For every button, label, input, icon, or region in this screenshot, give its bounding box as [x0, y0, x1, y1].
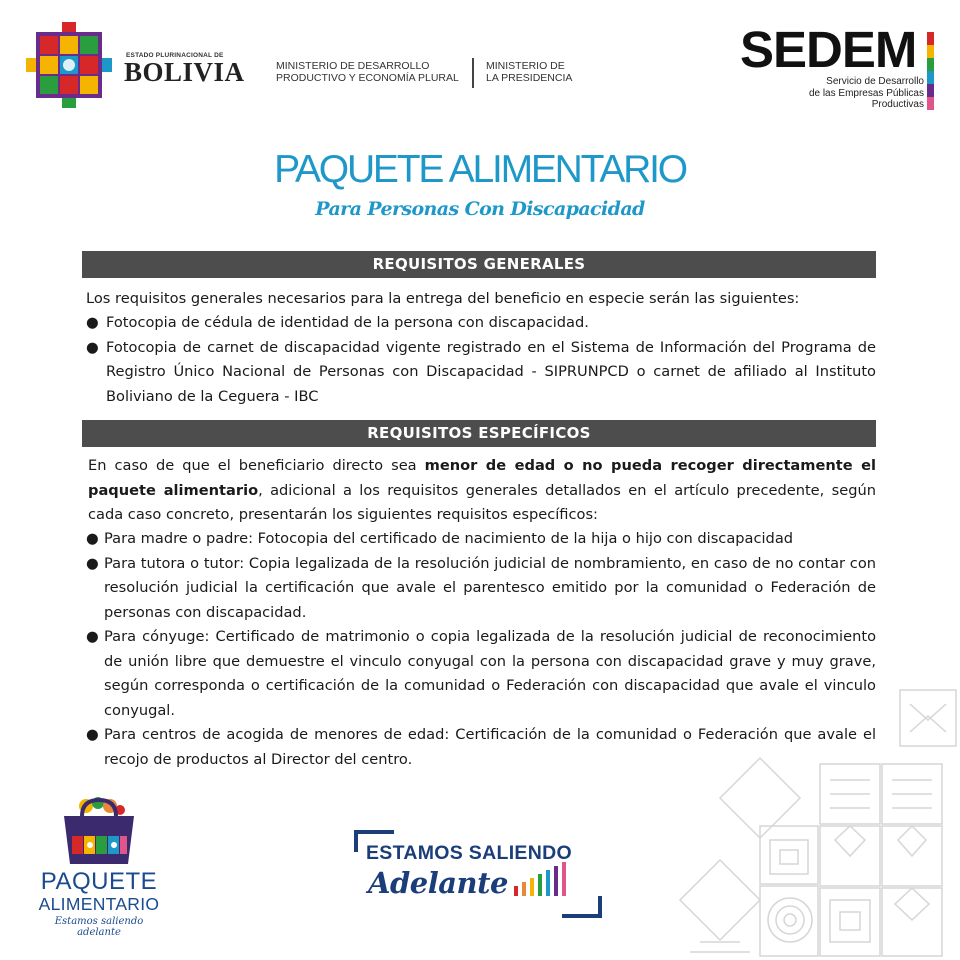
bullet-icon: ● — [86, 338, 99, 356]
bullet-icon: ● — [86, 628, 99, 645]
bullet-icon: ● — [86, 726, 99, 743]
page-title: PAQUETE ALIMENTARIO — [274, 148, 686, 191]
paquete-logo-line2: ALIMENTARIO — [38, 894, 160, 914]
list-item-text: Para madre o padre: Fotocopia del certificado de nacimiento de la hija o hijo con discapacidad — [104, 530, 794, 547]
paquete-logo-tagline: Estamos saliendo adelante — [54, 916, 144, 938]
ministerio-presidencia-label: MINISTERIO DE LA PRESIDENCIA — [486, 60, 573, 84]
bullet-icon: ● — [86, 554, 99, 572]
paquete-logo-line1: PAQUETE — [40, 868, 158, 895]
list-item-text: Para cónyuge: Certificado de matrimonio o copia legalizada de la resolución judicial de reconocimiento de unión libre que demuestre el vinculo conyugal con la persona con discapacidad grave y muy grave, según corresponda o certificación de la comunidad o Federación con discapacidad que avale el vinculo conyugal. — [104, 628, 876, 719]
header-divider — [472, 58, 474, 88]
page-subtitle: Para Personas Con Discapacidad — [315, 198, 645, 220]
estamos-saliendo-adelante-logo — [354, 828, 604, 920]
list-item — [86, 552, 876, 626]
list-item — [86, 336, 876, 410]
especificos-intro: En caso de que el beneficiario directo sea menor de edad o no pueda recoger directamente el paquete alimentario, adicional a los requisitos generales detallados en el artículo precedente, según cada caso concreto, presentarán los siguientes requisitos específicos: — [88, 457, 876, 523]
slogan-line2: Adelante — [368, 866, 508, 900]
generales-list — [86, 311, 876, 409]
sedem-logo-text: SEDEM — [740, 21, 917, 78]
list-item — [86, 527, 876, 552]
estado-plurinacional-label: ESTADO PLURINACIONAL DE — [126, 52, 224, 59]
bolivia-coat-of-arms-logo — [26, 22, 112, 108]
ministerio-desarrollo-label: MINISTERIO DE DESARROLLO PRODUCTIVO Y ECONOMÍA PLURAL — [276, 60, 459, 84]
bolivia-label: BOLIVIA — [124, 57, 245, 87]
list-item-text: Para tutora o tutor: Copia legalizada de la resolución judicial de nombramiento, en caso de no contar con resolución judicial la certificación que avale el parentesco emitido por la comunidad o Federación de personas con discapacidad. — [104, 554, 876, 621]
bullet-icon: ● — [86, 530, 99, 547]
list-item-text: Fotocopia de cédula de identidad de la persona con discapacidad. — [106, 314, 589, 331]
section-heading-especificos: REQUISITOS ESPECÍFICOS — [82, 420, 876, 447]
slogan-line1: ESTAMOS SALIENDO — [366, 842, 572, 864]
sedem-subtitle: Servicio de Desarrollo de las Empresas Públicas Productivas — [808, 76, 924, 110]
generales-intro: Los requisitos generales necesarios para la entrega del beneficio en especie serán las siguientes: — [86, 290, 800, 307]
shopping-bag-icon — [34, 794, 164, 870]
section-heading-generales: REQUISITOS GENERALES — [82, 251, 876, 278]
list-item-text: Para centros de acogida de menores de edad: Certificación de la comunidad o Federación que avale el recojo de productos al Director del centro. — [104, 726, 876, 768]
paquete-alimentario-logo — [34, 794, 164, 940]
sedem-color-bar-icon — [927, 32, 934, 110]
list-item — [86, 311, 876, 336]
bullet-icon: ● — [86, 314, 99, 331]
andean-pattern-decoration — [660, 680, 960, 960]
list-item-text: Fotocopia de carnet de discapacidad vigente registrado en el Sistema de Información del Programa de Registro Único Nacional de Personas con Discapacidad - SIPRUNPCD o carnet de afiliado al Instituto Boliviano de la Ceguera - IBC — [106, 338, 876, 405]
